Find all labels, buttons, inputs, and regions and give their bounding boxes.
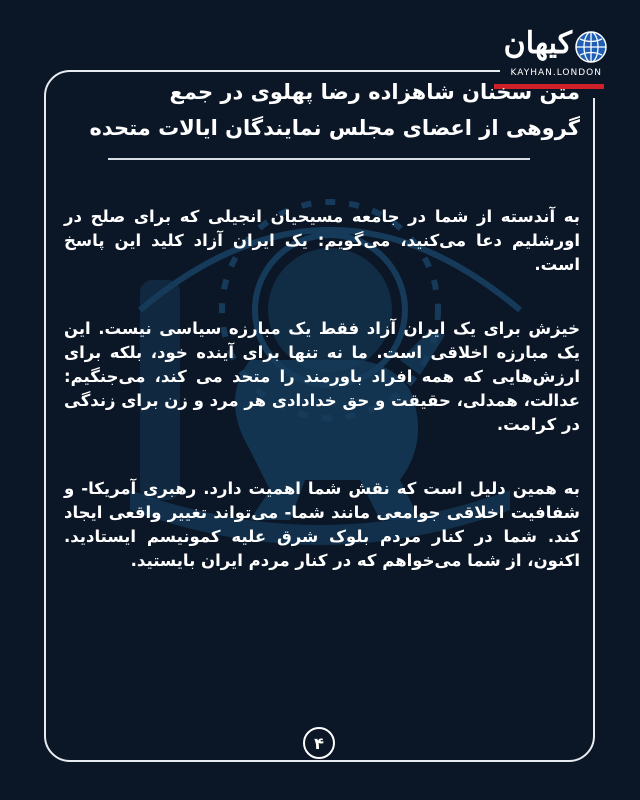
globe-icon xyxy=(574,30,608,64)
brand-domain: KAYHAN.LONDON xyxy=(510,68,602,78)
paragraph: به آندسته از شما در جامعه مسیحیان انجیلی که برای صلح در اورشلیم دعا می‌کنید، می‌گویم: یک ایران آزاد کلید این پاسخ است. xyxy=(64,207,580,274)
title-line: متن سخنان شاهزاده رضا پهلوی در جمع xyxy=(169,80,580,104)
brand-name: کیهان xyxy=(503,26,572,61)
title-divider xyxy=(108,158,530,160)
paragraph: به همین دلیل است که نقش شما اهمیت دارد. رهبری آمریکا- و شفافیت اخلاقی جوامعی مانند شما- می‌تواند تغییر واقعی ایجاد کند. شما در کنار مردم بلوک شرق علیه کمونیسم ایستادید. اکنون، از شما می‌خواهم که در کنار مردم ایران بایستید. xyxy=(64,479,580,570)
page-title xyxy=(60,74,580,146)
title-line: گروهی از اعضای مجلس نمایندگان ایالات متحده xyxy=(89,116,580,140)
page-number: ۴ xyxy=(303,727,335,759)
paragraph: خیزش برای یک ایران آزاد فقط یک مبارزه سیاسی نیست. این یک مبارزه اخلاقی است. ما نه تنها برای آینده خود، بلکه برای ارزش‌هایی که همه افراد باورمند را متحد می کند، می‌جنگیم: عدالت، همدلی، حقیقت و حق خدادادی هر مرد و زن برای زندگی در کرامت. xyxy=(64,319,580,434)
speech-text xyxy=(64,205,580,613)
